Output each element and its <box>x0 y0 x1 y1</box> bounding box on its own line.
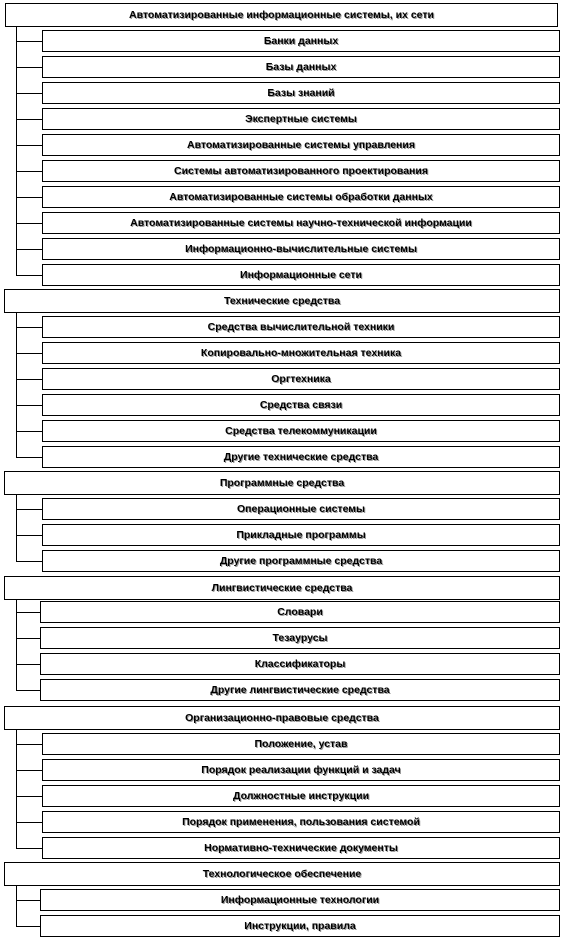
category-header: Программные средства <box>4 471 560 495</box>
category-item: Положение, устав <box>42 733 560 755</box>
category-header: Лингвистические средства <box>4 576 560 600</box>
category-item: Другие технические средства <box>42 446 560 468</box>
tree-connector-branch <box>16 900 40 901</box>
category-item: Классификаторы <box>40 653 560 675</box>
category-item: Автоматизированные системы обработки данных <box>42 186 560 208</box>
category-item: Порядок реализации функций и задач <box>42 759 560 781</box>
category-item: Оргтехника <box>42 368 560 390</box>
category-item: Инструкции, правила <box>40 915 560 937</box>
category-item: Базы знаний <box>42 82 560 104</box>
category-item: Нормативно-технические документы <box>42 837 560 859</box>
category-item: Словари <box>40 601 560 623</box>
category-item: Средства вычислительной техники <box>42 316 560 338</box>
category-item: Информационные сети <box>42 264 560 286</box>
tree-connector-branch <box>16 327 42 328</box>
category-item: Средства связи <box>42 394 560 416</box>
category-item: Автоматизированные системы управления <box>42 134 560 156</box>
category-item: Экспертные системы <box>42 108 560 130</box>
tree-connector-branch <box>16 275 42 276</box>
tree-connector-branch <box>16 664 40 665</box>
tree-connector-branch <box>16 41 42 42</box>
category-item: Информационные технологии <box>40 889 560 911</box>
tree-connector-branch <box>16 690 40 691</box>
category-item: Автоматизированные системы научно-технической информации <box>42 212 560 234</box>
tree-connector-branch <box>16 509 42 510</box>
category-item: Должностные инструкции <box>42 785 560 807</box>
tree-connector-branch <box>16 822 42 823</box>
tree-connector-branch <box>16 770 42 771</box>
tree-connector-branch <box>16 197 42 198</box>
category-header: Организационно-правовые средства <box>4 706 560 730</box>
tree-connector-branch <box>16 535 42 536</box>
category-item: Средства телекоммуникации <box>42 420 560 442</box>
tree-connector-branch <box>16 119 42 120</box>
tree-connector-branch <box>16 796 42 797</box>
tree-connector-branch <box>16 379 42 380</box>
category-item: Порядок применения, пользования системой <box>42 811 560 833</box>
tree-connector-branch <box>16 612 40 613</box>
tree-connector-branch <box>16 249 42 250</box>
tree-connector-branch <box>16 926 40 927</box>
tree-connector-branch <box>16 171 42 172</box>
tree-connector-branch <box>16 145 42 146</box>
tree-connector-branch <box>16 848 42 849</box>
category-item: Другие лингвистические средства <box>40 679 560 701</box>
tree-connector-branch <box>16 744 42 745</box>
tree-connector-branch <box>16 561 42 562</box>
tree-connector-branch <box>16 223 42 224</box>
tree-connector-branch <box>16 638 40 639</box>
tree-connector-branch <box>16 67 42 68</box>
category-item: Другие программные средства <box>42 550 560 572</box>
tree-connector-branch <box>16 457 42 458</box>
tree-connector-vertical <box>16 495 17 561</box>
category-item: Операционные системы <box>42 498 560 520</box>
tree-connector-branch <box>16 405 42 406</box>
tree-connector-vertical <box>16 730 17 848</box>
tree-connector-branch <box>16 353 42 354</box>
category-item: Прикладные программы <box>42 524 560 546</box>
tree-connector-vertical <box>16 886 17 926</box>
tree-connector-vertical <box>16 27 17 275</box>
tree-connector-branch <box>16 431 42 432</box>
category-item: Базы данных <box>42 56 560 78</box>
category-item: Информационно-вычислительные системы <box>42 238 560 260</box>
tree-connector-branch <box>16 93 42 94</box>
tree-connector-vertical <box>16 313 17 457</box>
category-item: Банки данных <box>42 30 560 52</box>
category-header: Технологическое обеспечение <box>4 862 560 886</box>
category-item: Системы автоматизированного проектирования <box>42 160 560 182</box>
category-header: Технические средства <box>4 289 560 313</box>
tree-connector-vertical <box>16 600 17 690</box>
category-header: Автоматизированные информационные системы, их сети <box>5 3 558 27</box>
category-item: Тезаурусы <box>40 627 560 649</box>
category-item: Копировально-множительная техника <box>42 342 560 364</box>
